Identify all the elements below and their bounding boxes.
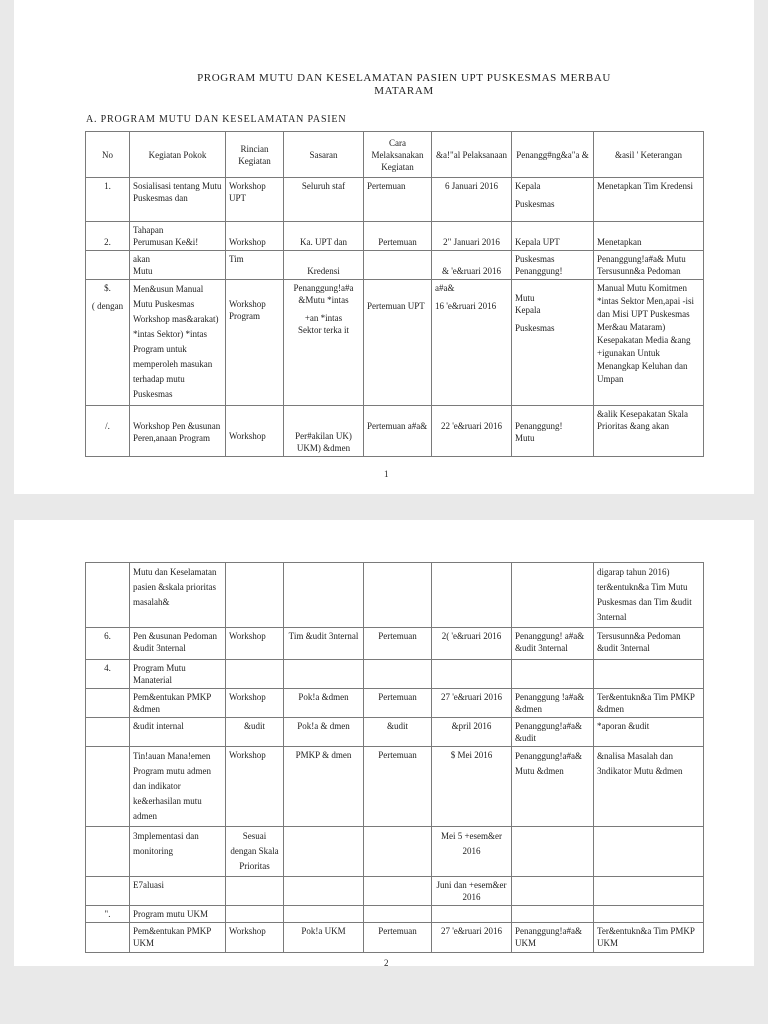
- table-row: [86, 222, 704, 251]
- row-penanggung: Penanggung!a#a& UKM: [512, 923, 594, 953]
- row-cara: Pertemuan a#a&: [364, 406, 432, 457]
- row-cara: [364, 251, 432, 280]
- row-no: [86, 747, 130, 827]
- row-jadwal: 2( 'e&ruari 2016: [432, 628, 512, 660]
- row-jadwal: [432, 563, 512, 628]
- row-kegiatan: 3mplementasi dan monitoring: [130, 827, 226, 877]
- row-no: [86, 280, 130, 406]
- row-jadwal: 6 Januari 2016: [432, 178, 512, 222]
- row-kegiatan: Pem&entukan PMKP UKM: [130, 923, 226, 953]
- row-rincian: [226, 563, 284, 628]
- program-table-page-1: [85, 131, 704, 457]
- row-no: [86, 718, 130, 747]
- penanggung-line: Mutu: [515, 433, 535, 443]
- table-row: [86, 689, 704, 718]
- row-rincian: Tim: [226, 251, 284, 280]
- row-cara: [364, 563, 432, 628]
- row-kegiatan: Pen &usunan Pedoman &udit 3nternal: [130, 628, 226, 660]
- row-sasaran: PMKP & dmen: [284, 747, 364, 827]
- jadwal-line: a#a&: [435, 283, 455, 293]
- penanggung-line: Kepala: [515, 305, 541, 315]
- table-row: [86, 178, 704, 222]
- row-kegiatan: Program mutu UKM: [130, 906, 226, 923]
- row-no: [86, 827, 130, 877]
- header-kegiatan-pokok: Kegiatan Pokok: [130, 132, 226, 178]
- row-hasil: Manual Mutu Komitmen *intas Sektor Men,apai -isi dan Misi UPT Puskesmas Mer&au Mataram) Kesepakatan Media &ang +igunakan Untuk Menangkap Keluhan dan Umpan: [594, 280, 704, 406]
- row-jadwal: 2" Januari 2016: [432, 222, 512, 251]
- row-kegiatan: Sosialisasi tentang Mutu Puskesmas dan: [130, 178, 226, 222]
- row-cara: Pertemuan UPT: [364, 280, 432, 406]
- kegiatan-line: Tahapan: [133, 225, 164, 235]
- table-row: [86, 827, 704, 877]
- row-kegiatan: &udit internal: [130, 718, 226, 747]
- row-sasaran: Tim &udit 3nternal: [284, 628, 364, 660]
- page-number: 1: [384, 469, 389, 479]
- row-hasil: Ter&entukn&a Tim PMKP &dmen: [594, 689, 704, 718]
- row-hasil: Menetapkan: [594, 222, 704, 251]
- row-sasaran: [284, 563, 364, 628]
- header-no: No: [86, 132, 130, 178]
- row-kegiatan: Tin!auan Mana!emen Program mutu admen dan indikator ke&erhasilan mutu admen: [130, 747, 226, 827]
- penanggung-line: Penanggung!: [515, 266, 563, 276]
- penanggung-line: Kepala: [515, 181, 541, 191]
- document-title: [104, 72, 704, 98]
- row-no: 4.: [86, 660, 130, 689]
- penanggung-line: Puskesmas: [515, 199, 555, 209]
- table-row: [86, 251, 704, 280]
- page-number: 2: [384, 958, 389, 968]
- sasaran-line: Sektor terka it: [298, 325, 349, 335]
- table-header-row: [86, 132, 704, 178]
- row-no: 1.: [86, 178, 130, 222]
- table-row: [86, 628, 704, 660]
- row-kegiatan: Mutu dan Keselamatan pasien &skala prioritas masalah&: [130, 563, 226, 628]
- sasaran-line: Penanggung!a#a &Mutu *intas: [293, 283, 354, 305]
- table-row: [86, 660, 704, 689]
- row-jadwal: 27 'e&ruari 2016: [432, 923, 512, 953]
- row-no: 2.: [86, 222, 130, 251]
- row-sasaran: Pok!a &dmen: [284, 689, 364, 718]
- row-sasaran: Pok!a & dmen: [284, 718, 364, 747]
- row-penanggung: Penanggung!a#a& &udit: [512, 718, 594, 747]
- document-page-1: [14, 0, 754, 494]
- row-rincian: Workshop: [226, 689, 284, 718]
- row-rincian: &udit: [226, 718, 284, 747]
- kegiatan-line: akan: [133, 254, 150, 264]
- row-penanggung: Kepala UPT: [512, 222, 594, 251]
- row-kegiatan: Men&usun Manual Mutu Puskesmas Workshop mas&arakat) *intas Sektor) *intas Program untuk memperoleh masukan terhadap mutu Puskesmas: [130, 280, 226, 406]
- row-jadwal: Mei 5 +esem&er 2016: [432, 827, 512, 877]
- row-penanggung: [512, 406, 594, 457]
- row-kegiatan: E7aluasi: [130, 877, 226, 906]
- kegiatan-line: Perumusan Ke&i!: [133, 237, 199, 247]
- program-table-page-2: [85, 562, 704, 953]
- row-cara: &udit: [364, 718, 432, 747]
- row-no: ".: [86, 906, 130, 923]
- header-sasaran: Sasaran: [284, 132, 364, 178]
- row-rincian: Workshop: [226, 222, 284, 251]
- header-rincian-kegiatan: Rincian Kegiatan: [226, 132, 284, 178]
- row-penanggung: [512, 251, 594, 280]
- section-heading-a: A. PROGRAM MUTU DAN KESELAMATAN PASIEN: [86, 114, 347, 125]
- row-jadwal: & 'e&ruari 2016: [432, 251, 512, 280]
- row-number-note: ( dengan: [91, 301, 124, 311]
- title-line-1: PROGRAM MUTU DAN KESELAMATAN PASIEN UPT PUSKESMAS MERBAU: [197, 72, 611, 84]
- row-sasaran: Ka. UPT dan: [284, 222, 364, 251]
- row-sasaran: Seluruh staf: [284, 178, 364, 222]
- document-page-2: [14, 520, 754, 966]
- header-cara-melaksanakan: Cara Melaksanakan Kegiatan: [364, 132, 432, 178]
- row-jadwal: 27 'e&ruari 2016: [432, 689, 512, 718]
- row-rincian: Workshop: [226, 406, 284, 457]
- row-hasil: Menetapkan Tim Kredensi: [594, 178, 704, 222]
- row-rincian: Workshop UPT: [226, 178, 284, 222]
- header-hasil-keterangan: &asil ' Keterangan: [594, 132, 704, 178]
- row-kegiatan: [130, 251, 226, 280]
- row-rincian: Workshop: [226, 628, 284, 660]
- row-hasil: Ter&entukn&a Tim PMKP UKM: [594, 923, 704, 953]
- table-row: [86, 923, 704, 953]
- row-cara: Pertemuan: [364, 222, 432, 251]
- row-hasil: *aporan &udit: [594, 718, 704, 747]
- row-no: [86, 923, 130, 953]
- row-hasil: &alik Kesepakatan Skala Prioritas &ang akan: [594, 406, 704, 457]
- row-hasil: &nalisa Masalah dan 3ndikator Mutu &dmen: [594, 747, 704, 827]
- penanggung-line: Penanggung!: [515, 421, 563, 431]
- row-rincian: Workshop: [226, 923, 284, 953]
- row-penanggung: [512, 280, 594, 406]
- row-jadwal: $ Mei 2016: [432, 747, 512, 827]
- row-sasaran: Kredensi: [284, 251, 364, 280]
- penanggung-line: Puskesmas: [515, 323, 555, 333]
- row-jadwal: Juni dan +esem&er 2016: [432, 877, 512, 906]
- penanggung-line: Mutu: [515, 293, 535, 303]
- row-cara: Pertemuan: [364, 923, 432, 953]
- kegiatan-line: Mutu: [133, 266, 153, 276]
- row-no: [86, 689, 130, 718]
- row-no: [86, 877, 130, 906]
- row-jadwal: [432, 280, 512, 406]
- row-penanggung: Penanggung !a#a& &dmen: [512, 689, 594, 718]
- row-jadwal: 22 'e&ruari 2016: [432, 406, 512, 457]
- title-line-2: MATARAM: [374, 85, 434, 97]
- row-no: 6.: [86, 628, 130, 660]
- row-cara: Pertemuan: [364, 628, 432, 660]
- table-row: [86, 747, 704, 827]
- row-cara: Pertemuan: [364, 178, 432, 222]
- row-kegiatan: [130, 222, 226, 251]
- row-penanggung: [512, 563, 594, 628]
- row-rincian: Workshop Program: [226, 280, 284, 406]
- penanggung-line: Puskesmas: [515, 254, 555, 264]
- row-number: $.: [104, 283, 111, 293]
- row-hasil: Tersusunn&a Pedoman &udit 3nternal: [594, 628, 704, 660]
- table-row: [86, 718, 704, 747]
- table-row: [86, 563, 704, 628]
- row-sasaran: Pok!a UKM: [284, 923, 364, 953]
- table-row: [86, 906, 704, 923]
- row-hasil: Penanggung!a#a& Mutu Tersusunn&a Pedoman: [594, 251, 704, 280]
- row-no: [86, 251, 130, 280]
- row-penanggung: [512, 178, 594, 222]
- row-hasil: digarap tahun 2016) ter&entukn&a Tim Mutu Puskesmas dan Tim &udit 3nternal: [594, 563, 704, 628]
- row-no: /.: [86, 406, 130, 457]
- row-rincian: Workshop: [226, 747, 284, 827]
- row-sasaran: [284, 280, 364, 406]
- row-sasaran: Per#akilan UK) UKM) &dmen: [284, 406, 364, 457]
- row-jadwal: &pril 2016: [432, 718, 512, 747]
- header-penanggung-jawab: Penangg#ng&a"a &: [512, 132, 594, 178]
- row-penanggung: Penanggung! a#a& &udit 3nternal: [512, 628, 594, 660]
- sasaran-line: +an *intas: [304, 313, 343, 323]
- row-cara: Pertemuan: [364, 689, 432, 718]
- table-row: [86, 406, 704, 457]
- row-kegiatan: Workshop Pen &usunan Peren,anaan Program: [130, 406, 226, 457]
- header-jadwal-pelaksanaan: &a!"al Pelaksanaan: [432, 132, 512, 178]
- table-row: [86, 877, 704, 906]
- row-no: [86, 563, 130, 628]
- row-rincian: Sesuai dengan Skala Prioritas: [226, 827, 284, 877]
- row-kegiatan: Pem&entukan PMKP &dmen: [130, 689, 226, 718]
- jadwal-line: 16 'e&ruari 2016: [435, 301, 497, 311]
- table-row: [86, 280, 704, 406]
- row-cara: Pertemuan: [364, 747, 432, 827]
- row-kegiatan: Program Mutu Manaterial: [130, 660, 226, 689]
- row-penanggung: Penanggung!a#a& Mutu &dmen: [512, 747, 594, 827]
